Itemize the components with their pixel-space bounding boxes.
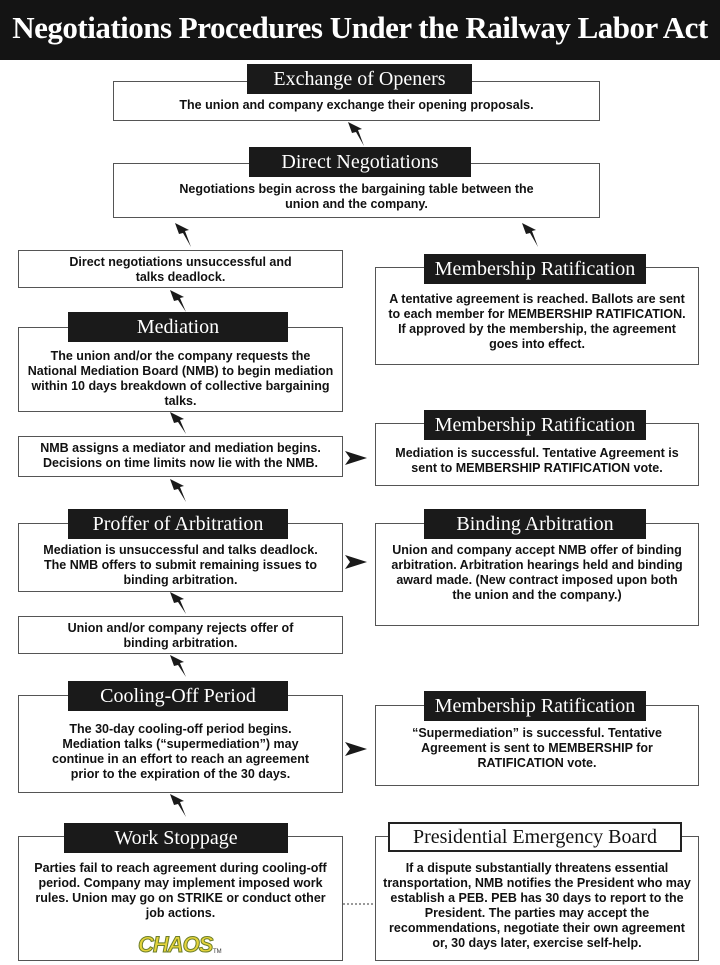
binding-text: Union and company accept NMB offer of binding arbitration. Arbitration hearings held and binding award made. (New contract imposed upon both the union and the company.)	[391, 543, 683, 602]
reject-box	[18, 616, 343, 654]
ratification2-header: Membership Ratification	[424, 410, 646, 440]
arrow-direct-to-ratification	[522, 223, 538, 247]
arrow-mediation-to-assign	[170, 412, 186, 434]
arrow-cooling-to-ratification	[345, 742, 367, 756]
ratification1-text: A tentative agreement is reached. Ballots are sent to each member for MEMBERSHIP RATIFICATION. If approved by the membership, the agreement goes into effect.	[388, 292, 686, 351]
arrow-assign-to-proffer	[170, 479, 186, 502]
cooling-text: The 30-day cooling-off period begins. Mediation talks (“supermediation”) may continue in an effort to reach an agreement prior to the expiration of the 30 days.	[52, 722, 309, 781]
peb-header: Presidential Emergency Board	[388, 822, 682, 852]
stoppage-header: Work Stoppage	[64, 823, 288, 853]
proffer-header: Proffer of Arbitration	[68, 509, 288, 539]
page-title: Negotiations Procedures Under the Railway Labor Act	[12, 10, 708, 45]
assign-text: NMB assigns a mediator and mediation begins. Decisions on time limits now lie with the NMB.	[40, 441, 321, 470]
arrow-cooling-to-stoppage	[170, 794, 186, 817]
mediation-header: Mediation	[68, 312, 288, 342]
cooling-header: Cooling-Off Period	[68, 681, 288, 711]
stoppage-text: Parties fail to reach agreement during cooling-off period. Company may implement imposed work rules. Union may go on STRIKE or conduct other job actions.	[34, 861, 327, 920]
arrow-deadlock-to-mediation	[170, 290, 186, 312]
exchange-text: The union and company exchange their opening proposals.	[179, 98, 534, 112]
peb-text: If a dispute substantially threatens essential transportation, NMB notifies the President who may establish a PEB. PEB has 30 days to report to the President. The parties may accept the recommendations, negotiate their own agreement or, 30 days later, exercise self-help.	[383, 861, 691, 950]
arrow-assign-to-ratification	[345, 451, 367, 465]
deadlock-box	[18, 250, 343, 288]
assign-box	[18, 436, 343, 477]
ratification2-text: Mediation is successful. Tentative Agreement is sent to MEMBERSHIP RATIFICATION vote.	[395, 446, 679, 475]
arrow-reject-to-cooling	[170, 655, 186, 677]
exchange-header: Exchange of Openers	[247, 64, 472, 94]
proffer-text: Mediation is unsuccessful and talks deadlock. The NMB offers to submit remaining issues to binding arbitration.	[43, 543, 318, 587]
peb-box	[375, 836, 699, 961]
binding-header: Binding Arbitration	[424, 509, 646, 539]
direct-header: Direct Negotiations	[249, 147, 471, 177]
trademark-mark: TM	[213, 949, 222, 955]
chaos-logo: CHAOS	[138, 932, 213, 957]
ratification3-text: “Supermediation” is successful. Tentative Agreement is sent to MEMBERSHIP for RATIFICATION vote.	[412, 726, 662, 770]
reject-text: Union and/or company rejects offer of binding arbitration.	[67, 621, 294, 650]
deadlock-text: Direct negotiations unsuccessful and talks deadlock.	[69, 255, 292, 284]
arrow-proffer-to-binding	[345, 555, 367, 569]
arrow-direct-to-deadlock	[175, 223, 191, 247]
arrow-exchange-to-direct	[348, 122, 364, 146]
arrow-proffer-to-reject	[170, 592, 186, 614]
mediation-text: The union and/or the company requests the National Mediation Board (NMB) to begin mediation within 10 days breakdown of collective bargaining talks.	[27, 349, 334, 408]
direct-text: Negotiations begin across the bargaining table between the union and the company.	[179, 182, 534, 211]
ratification3-header: Membership Ratification	[424, 691, 646, 721]
ratification1-header: Membership Ratification	[424, 254, 646, 284]
